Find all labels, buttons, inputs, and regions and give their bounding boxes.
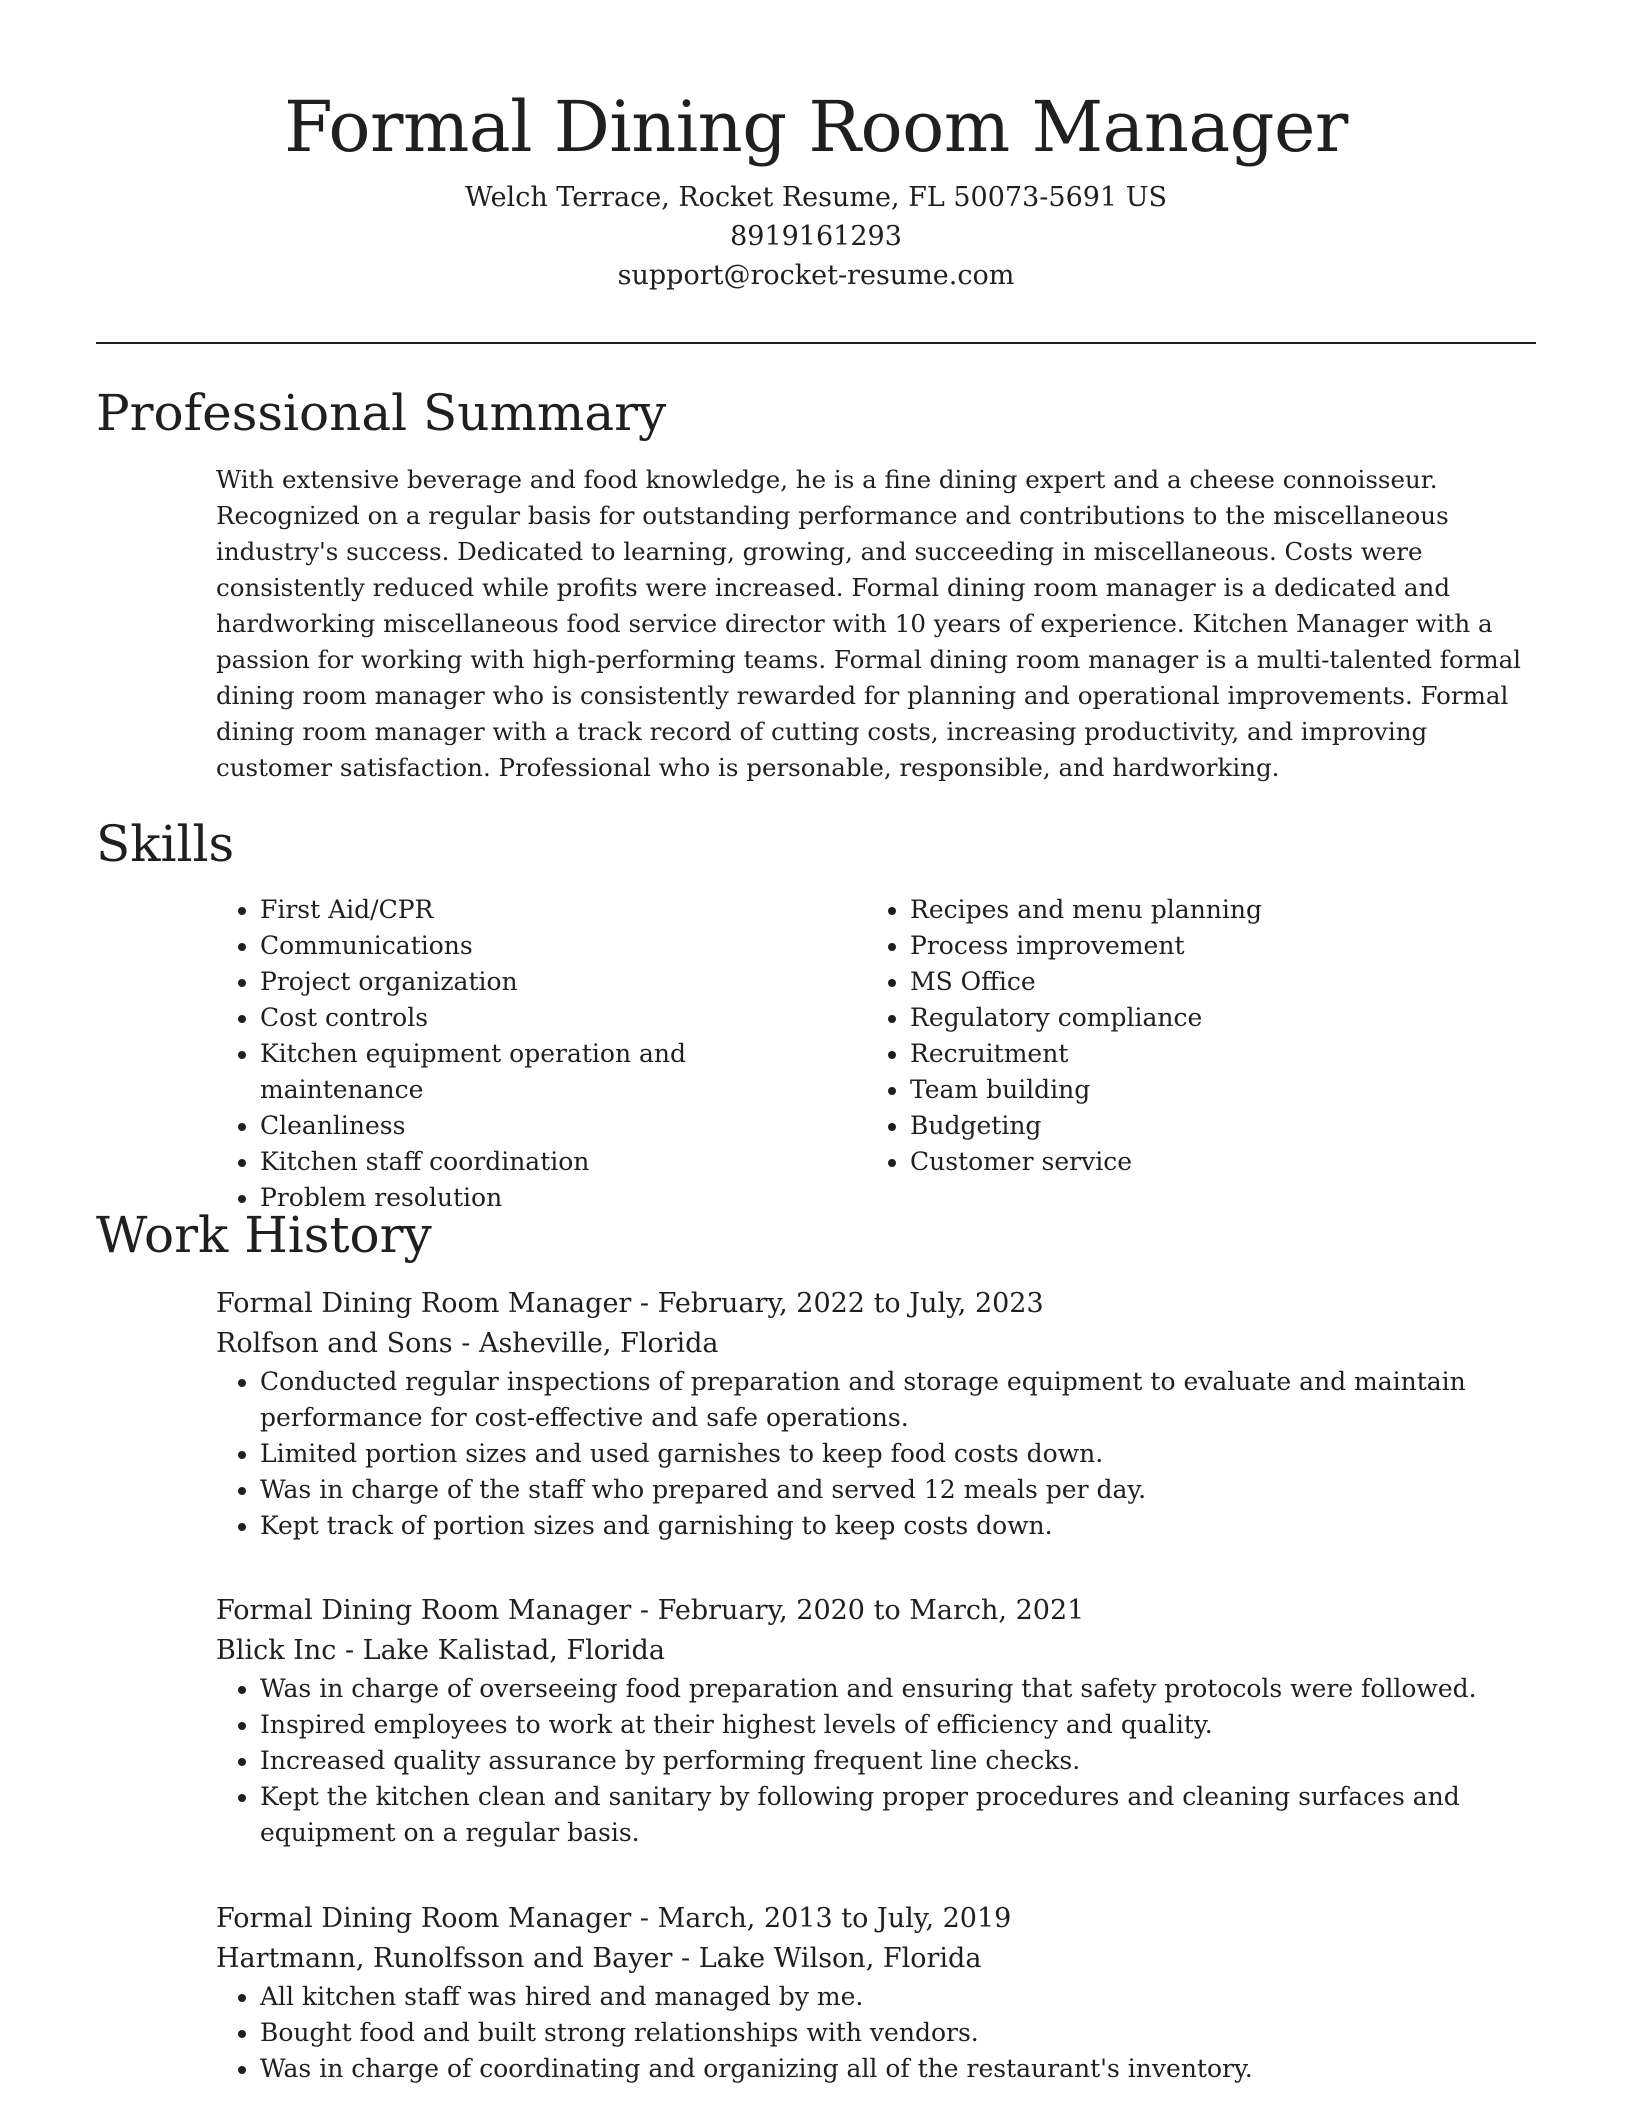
job-duty: • Limited portion sizes and used garnishes to keep food costs down. (260, 1436, 1546, 1472)
job-company: Rolfson and Sons (216, 1328, 453, 1359)
job-duty: • Bought food and built strong relationships with vendors. (260, 2015, 1546, 2051)
skill-item: • Recipes and menu planning (910, 892, 1526, 928)
job-duty: • Was in charge of coordinating and organizing all of the restaurant's inventory. (260, 2051, 1546, 2087)
job-company-line: Rolfson and Sons - Asheville, Florida (216, 1328, 719, 1359)
job-duty: • Conducted regular inspections of preparation and storage equipment to evaluate and maintain performance for cost-effective and safe operations. (260, 1364, 1546, 1436)
job-location: Lake Kalistad, Florida (362, 1635, 665, 1666)
job-title-line: Formal Dining Room Manager - March, 2013 to July, 2019 (216, 1903, 1012, 1934)
job-title: Formal Dining Room Manager (216, 1903, 632, 1934)
skills-left-column (216, 892, 856, 1216)
skills-heading: Skills (96, 815, 235, 873)
work-history-heading: Work History (96, 1206, 432, 1264)
job-company-line: Hartmann, Runolfsson and Bayer - Lake Wilson, Florida (216, 1943, 982, 1974)
contact-phone: 8919161293 (730, 221, 902, 252)
skill-item: • Kitchen equipment operation and maintenance (260, 1036, 856, 1108)
resume-header (0, 0, 1632, 295)
contact-info (0, 178, 1632, 295)
job-dates: February, 2020 to March, 2021 (657, 1595, 1085, 1626)
skill-item: • Cost controls (260, 1000, 856, 1036)
job-entry (216, 1284, 1546, 1544)
job-company: Blick Inc (216, 1635, 337, 1666)
skill-item: • Team building (910, 1072, 1526, 1108)
skill-item: • Cleanliness (260, 1108, 856, 1144)
job-duties-list (216, 1979, 1546, 2087)
job-duty: • All kitchen staff was hired and managed by me. (260, 1979, 1546, 2015)
job-duties-list (216, 1364, 1546, 1544)
job-location: Lake Wilson, Florida (698, 1943, 982, 1974)
job-dates: February, 2022 to July, 2023 (657, 1288, 1044, 1319)
job-duty: • Kept the kitchen clean and sanitary by following proper procedures and cleaning surfaces and equipment on a regular basis. (260, 1779, 1546, 1851)
summary-text: With extensive beverage and food knowledge, he is a fine dining expert and a cheese connoisseur. Recognized on a regular basis for outstanding performance and contributions to the miscellaneous industry's success. Dedicated to learning, growing, and succeeding in miscellaneous. Costs were consistently reduced while profits were increased. Formal dining room manager is a dedicated and hardworking miscellaneous food service director with 10 years of experience. Kitchen Manager with a passion for working with high-performing teams. Formal dining room manager is a multi-talented formal dining room manager who is consistently rewarded for planning and operational improvements. Formal dining room manager with a track record of cutting costs, increasing productivity, and improving customer satisfaction. Professional who is personable, responsible, and hardworking. (216, 465, 1522, 782)
job-duty: • Inspired employees to work at their highest levels of efficiency and quality. (260, 1707, 1546, 1743)
job-duties-list (216, 1671, 1546, 1851)
job-duty: • Increased quality assurance by performing frequent line checks. (260, 1743, 1546, 1779)
skill-item: • MS Office (910, 964, 1526, 1000)
skill-item: • Process improvement (910, 928, 1526, 964)
job-entry (216, 1899, 1546, 2087)
job-entry (216, 1591, 1546, 1851)
skills-list-right (866, 892, 1526, 1180)
skill-item: • Recruitment (910, 1036, 1526, 1072)
job-duty: • Was in charge of overseeing food preparation and ensuring that safety protocols were followed. (260, 1671, 1546, 1707)
skill-item: • Regulatory compliance (910, 1000, 1526, 1036)
job-duty: • Kept track of portion sizes and garnishing to keep costs down. (260, 1508, 1546, 1544)
job-title: Formal Dining Room Manager (216, 1595, 632, 1626)
job-title-line: Formal Dining Room Manager - February, 2022 to July, 2023 (216, 1288, 1044, 1319)
job-company-line: Blick Inc - Lake Kalistad, Florida (216, 1635, 665, 1666)
job-dates: March, 2013 to July, 2019 (657, 1903, 1012, 1934)
job-title-line: Formal Dining Room Manager - February, 2020 to March, 2021 (216, 1595, 1085, 1626)
skill-item: • Budgeting (910, 1108, 1526, 1144)
skill-item: • Problem resolution (260, 1180, 856, 1216)
summary-heading: Professional Summary (96, 384, 667, 442)
candidate-name: Formal Dining Room Manager (284, 86, 1348, 168)
skill-item: • First Aid/CPR (260, 892, 856, 928)
job-location: Asheville, Florida (478, 1328, 719, 1359)
skills-right-column (866, 892, 1526, 1180)
skill-item: • Communications (260, 928, 856, 964)
contact-address: Welch Terrace, Rocket Resume, FL 50073-5691 US (465, 182, 1167, 213)
contact-email: support@rocket-resume.com (617, 260, 1015, 291)
header-divider (96, 342, 1536, 344)
skill-item: • Project organization (260, 964, 856, 1000)
skill-item: • Kitchen staff coordination (260, 1144, 856, 1180)
skills-list-left (216, 892, 856, 1216)
job-duty: • Was in charge of the staff who prepared and served 12 meals per day. (260, 1472, 1546, 1508)
job-title: Formal Dining Room Manager (216, 1288, 632, 1319)
job-company: Hartmann, Runolfsson and Bayer (216, 1943, 673, 1974)
skill-item: • Customer service (910, 1144, 1526, 1180)
